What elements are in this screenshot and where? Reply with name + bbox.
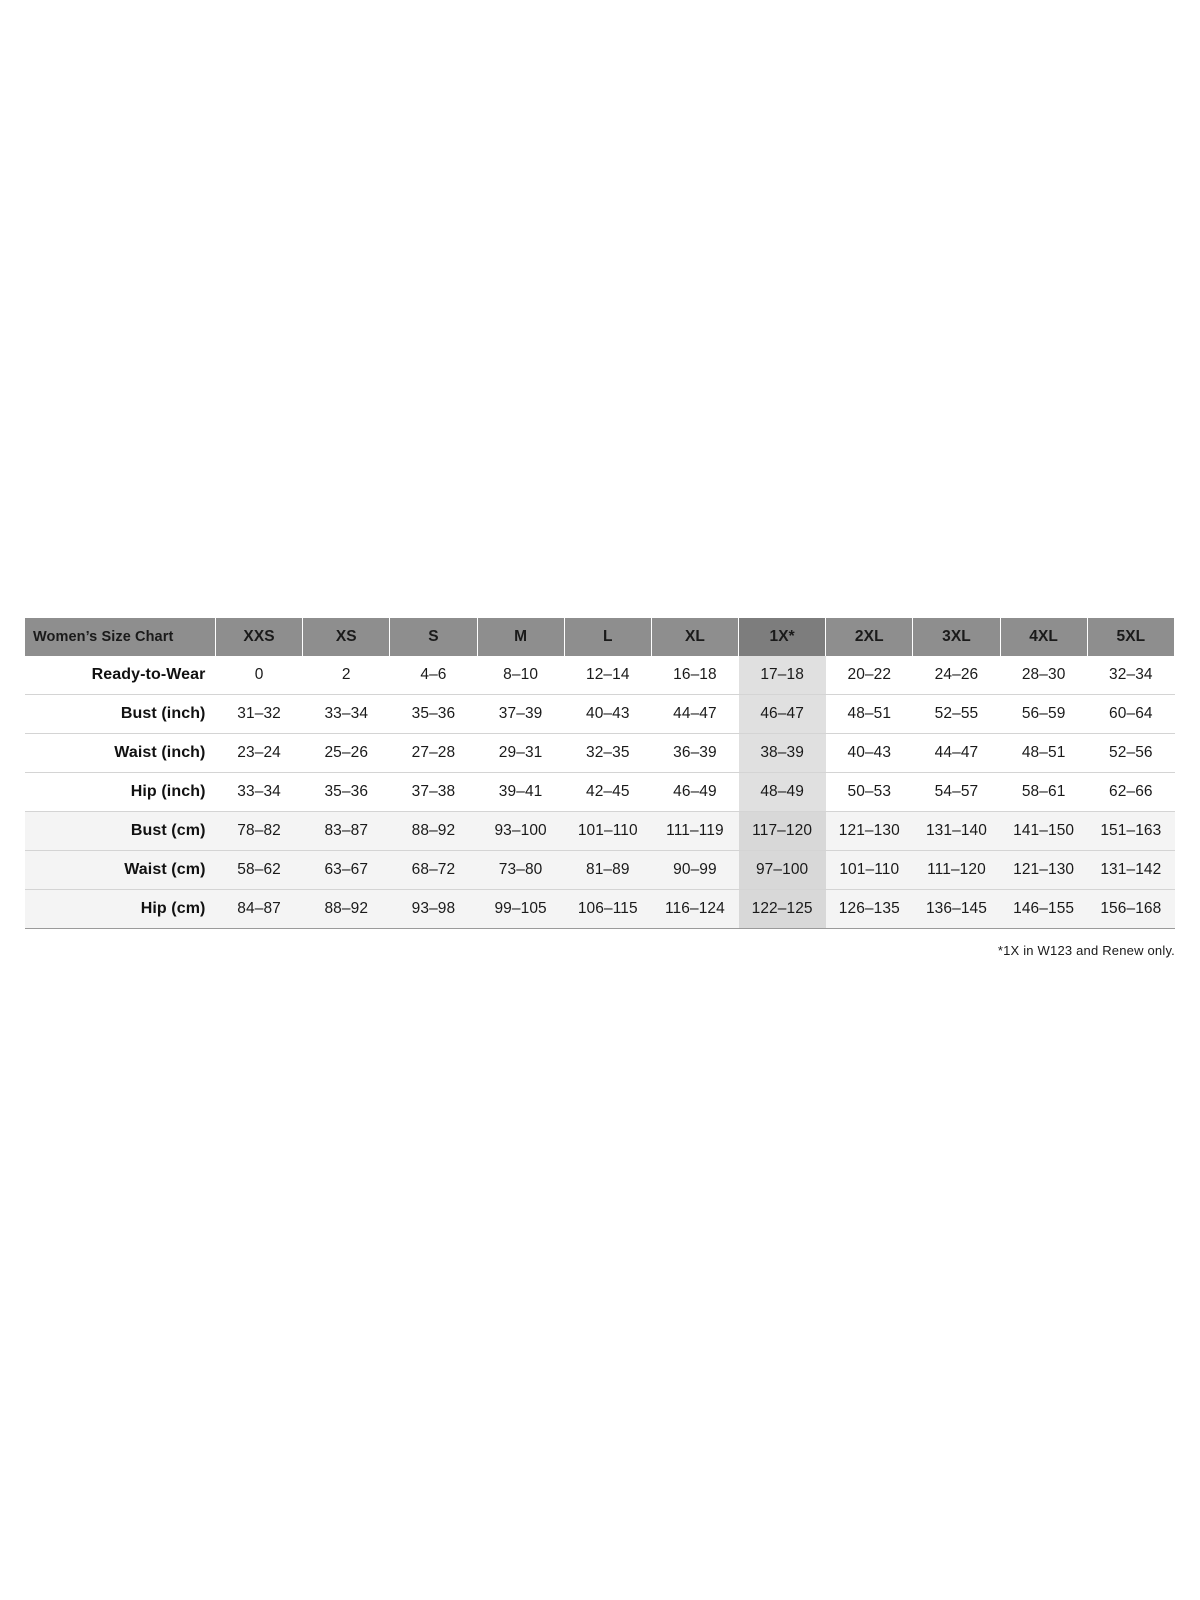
cell: 58–61 — [1021, 783, 1066, 800]
column-header-5xl: 5XL — [1087, 618, 1174, 656]
cell: 121–130 — [1000, 851, 1087, 890]
table-row — [25, 656, 1175, 695]
column-header-xxs: XXS — [216, 618, 303, 656]
cell: 58–62 — [216, 851, 303, 890]
row-label-bust-cm: Bust (cm) — [25, 812, 216, 851]
cell: 62–66 — [1109, 783, 1153, 800]
cell: 31–32 — [237, 705, 281, 722]
chart-title: Women’s Size Chart — [25, 618, 216, 656]
cell: 101–110 — [564, 812, 651, 851]
cell: 60–64 — [1109, 705, 1153, 722]
cell: 101–110 — [826, 851, 913, 890]
cell: 56–59 — [1021, 705, 1066, 722]
column-header-4xl: 4XL — [1000, 618, 1087, 656]
cell: 54–57 — [934, 783, 979, 800]
cell: 99–105 — [477, 890, 564, 929]
cell: 24–26 — [934, 666, 979, 683]
column-header-2xl: 2XL — [826, 618, 913, 656]
cell: 111–119 — [651, 812, 738, 851]
column-header-3xl: 3XL — [913, 618, 1000, 656]
cell: 50–53 — [847, 783, 892, 800]
cell: 131–142 — [1087, 851, 1174, 890]
cell: 48–51 — [1021, 744, 1066, 761]
cell: 131–140 — [913, 812, 1000, 851]
cell: 52–55 — [934, 705, 979, 722]
cell: 0 — [254, 666, 264, 683]
cell: 32–34 — [1109, 666, 1153, 683]
table-row — [25, 734, 1175, 773]
row-label-ready-to-wear: Ready-to-Wear — [91, 666, 206, 683]
cell: 78–82 — [216, 812, 303, 851]
cell: 33–34 — [237, 783, 281, 800]
cell: 68–72 — [390, 851, 477, 890]
cell: 36–39 — [673, 744, 717, 761]
cell: 93–100 — [477, 812, 564, 851]
cell-highlight: 97–100 — [739, 851, 826, 890]
cell: 48–51 — [847, 705, 892, 722]
cell: 42–45 — [585, 783, 630, 800]
column-header-s: S — [390, 618, 477, 656]
table-row — [25, 773, 1175, 812]
row-label-waist-cm: Waist (cm) — [25, 851, 216, 890]
cell: 90–99 — [651, 851, 738, 890]
cell: 136–145 — [913, 890, 1000, 929]
cell-highlight: 46–47 — [739, 695, 826, 734]
cell: 121–130 — [826, 812, 913, 851]
header-row — [25, 618, 1175, 656]
cell: 33–34 — [324, 705, 369, 722]
cell: 106–115 — [564, 890, 651, 929]
womens-size-chart-table — [25, 618, 1175, 929]
cell-highlight: 38–39 — [739, 734, 826, 773]
cell: 39–41 — [498, 783, 543, 800]
cell: 126–135 — [826, 890, 913, 929]
cell: 116–124 — [651, 890, 738, 929]
row-label-waist-inch: Waist (inch) — [114, 744, 206, 761]
cell: 83–87 — [303, 812, 390, 851]
cell: 35–36 — [324, 783, 369, 800]
cell: 93–98 — [390, 890, 477, 929]
size-chart-container — [25, 618, 1175, 958]
cell: 146–155 — [1000, 890, 1087, 929]
row-label-bust-inch: Bust (inch) — [120, 705, 206, 722]
table-header — [25, 618, 1175, 656]
cell: 88–92 — [303, 890, 390, 929]
cell: 46–49 — [673, 783, 717, 800]
cell: 29–31 — [498, 744, 543, 761]
table-row — [25, 812, 1175, 851]
table-row — [25, 695, 1175, 734]
cell: 20–22 — [847, 666, 892, 683]
cell: 8–10 — [503, 666, 539, 683]
cell-highlight: 122–125 — [739, 890, 826, 929]
cell: 40–43 — [585, 705, 630, 722]
cell: 2 — [341, 666, 351, 683]
column-header-l: L — [564, 618, 651, 656]
row-label-hip-cm: Hip (cm) — [25, 890, 216, 929]
cell: 84–87 — [216, 890, 303, 929]
cell: 40–43 — [847, 744, 892, 761]
column-header-1x: 1X* — [739, 618, 826, 656]
cell: 63–67 — [303, 851, 390, 890]
column-header-m: M — [477, 618, 564, 656]
cell-highlight: 17–18 — [739, 656, 826, 695]
column-header-xl: XL — [651, 618, 738, 656]
cell: 52–56 — [1109, 744, 1153, 761]
cell: 151–163 — [1087, 812, 1174, 851]
cell: 111–120 — [913, 851, 1000, 890]
table-row — [25, 851, 1175, 890]
cell: 28–30 — [1021, 666, 1066, 683]
row-label-hip-inch: Hip (inch) — [130, 783, 206, 800]
cell: 37–38 — [411, 783, 456, 800]
cell: 4–6 — [420, 666, 447, 683]
cell: 44–47 — [673, 705, 717, 722]
cell: 25–26 — [324, 744, 369, 761]
column-header-xs: XS — [303, 618, 390, 656]
cell: 32–35 — [585, 744, 630, 761]
cell: 16–18 — [673, 666, 717, 683]
cell: 44–47 — [934, 744, 979, 761]
table-row — [25, 890, 1175, 929]
cell: 37–39 — [498, 705, 543, 722]
cell: 35–36 — [411, 705, 456, 722]
cell: 141–150 — [1000, 812, 1087, 851]
cell: 12–14 — [585, 666, 630, 683]
cell: 27–28 — [411, 744, 456, 761]
table-body — [25, 656, 1175, 929]
cell: 23–24 — [237, 744, 281, 761]
cell: 81–89 — [564, 851, 651, 890]
cell: 73–80 — [477, 851, 564, 890]
cell: 88–92 — [390, 812, 477, 851]
chart-footnote: *1X in W123 and Renew only. — [997, 943, 1175, 958]
cell: 156–168 — [1087, 890, 1174, 929]
cell-highlight: 117–120 — [739, 812, 826, 851]
cell-highlight: 48–49 — [739, 773, 826, 812]
